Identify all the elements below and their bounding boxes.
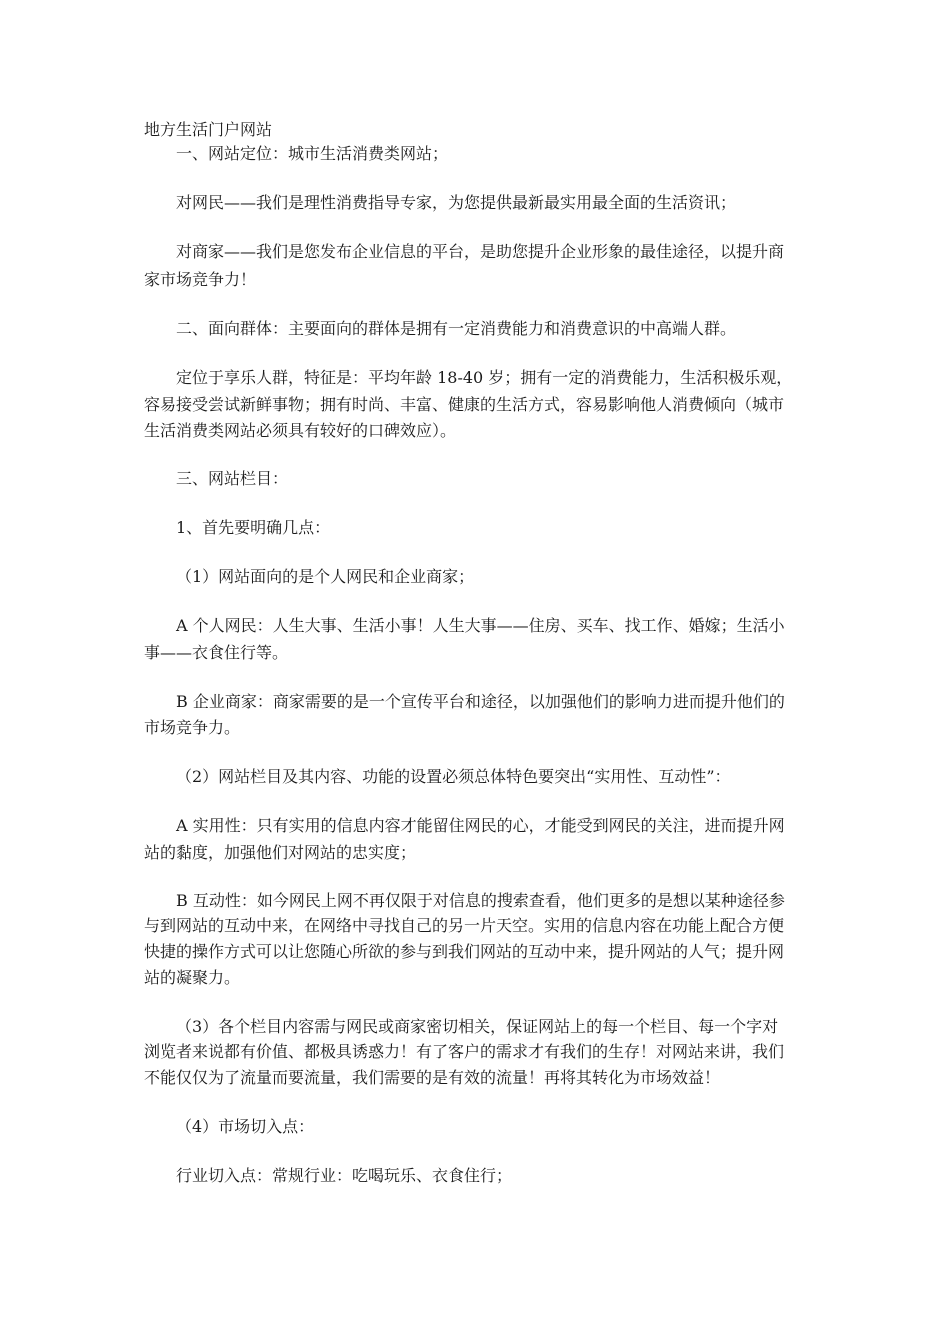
heading-site-columns: 三、网站栏目： [176, 469, 289, 488]
paragraph-interactivity-line-4: 站的凝聚力。 [144, 968, 241, 987]
paragraph-practicality-line-1: A 实用性：只有实用的信息内容才能留住网民的心，才能受到网民的关注，进而提升网 [176, 816, 785, 835]
paragraph-merchant-line-2: 家市场竞争力！ [144, 270, 257, 289]
paragraph-positioning-line-1: 定位于享乐人群，特征是：平均年龄 18-40 岁；拥有一定的消费能力，生活积极乐观， [176, 368, 793, 387]
heading-positioning: 一、网站定位：城市生活消费类网站； [176, 144, 449, 163]
list-item-4: （4）市场切入点： [176, 1117, 315, 1136]
paragraph-positioning-line-2: 容易接受尝试新鲜事物；拥有时尚、丰富、健康的生活方式，容易影响他人消费倾向（城市 [144, 395, 785, 414]
paragraph-netizen: 对网民——我们是理性消费指导专家，为您提供最新最实用最全面的生活资讯； [176, 193, 737, 212]
paragraph-merchant-line-1: 对商家——我们是您发布企业信息的平台，是助您提升企业形象的最佳途径，以提升商 [176, 242, 785, 261]
paragraph-personal-netizen-line-1: A 个人网民：人生大事、生活小事！人生大事——住房、买车、找工作、婚嫁；生活小 [176, 616, 785, 635]
list-item-3-line-1: （3）各个栏目内容需与网民或商家密切相关，保证网站上的每一个栏目、每一个字对 [176, 1017, 779, 1036]
list-item-2: （2）网站栏目及其内容、功能的设置必须总体特色要突出“实用性、互动性”： [176, 767, 731, 786]
heading-target-group: 二、面向群体：主要面向的群体是拥有一定消费能力和消费意识的中高端人群。 [176, 319, 737, 338]
paragraph-practicality-line-2: 站的黏度，加强他们对网站的忠实度； [144, 843, 417, 862]
paragraph-business-line-1: B 企业商家：商家需要的是一个宣传平台和途径，以加强他们的影响力进而提升他们的 [176, 692, 785, 711]
list-item-3-line-3: 不能仅仅为了流量而要流量，我们需要的是有效的流量！再将其转化为市场效益！ [144, 1068, 721, 1087]
paragraph-business-line-2: 市场竞争力。 [144, 718, 241, 737]
paragraph-interactivity-line-3: 快捷的操作方式可以让您随心所欲的参与到我们网站的互动中来，提升网站的人气；提升网 [144, 942, 785, 961]
subheading-first-points: 1、首先要明确几点： [176, 518, 331, 537]
paragraph-personal-netizen-line-2: 事——衣食住行等。 [144, 643, 289, 662]
list-item-1: （1）网站面向的是个人网民和企业商家； [176, 567, 475, 586]
paragraph-positioning-line-3: 生活消费类网站必须具有较好的口碑效应）。 [144, 421, 457, 440]
paragraph-industry-entry: 行业切入点：常规行业：吃喝玩乐、衣食住行； [176, 1166, 513, 1185]
list-item-3-line-2: 浏览者来说都有价值、都极具诱惑力！有了客户的需求才有我们的生存！对网站来讲，我们 [144, 1042, 785, 1061]
document-title: 地方生活门户网站 [144, 120, 273, 139]
paragraph-interactivity-line-2: 与到网站的互动中来，在网络中寻找自己的另一片天空。实用的信息内容在功能上配合方便 [144, 916, 785, 935]
paragraph-interactivity-line-1: B 互动性：如今网民上网不再仅限于对信息的搜索查看，他们更多的是想以某种途径参 [176, 891, 785, 910]
